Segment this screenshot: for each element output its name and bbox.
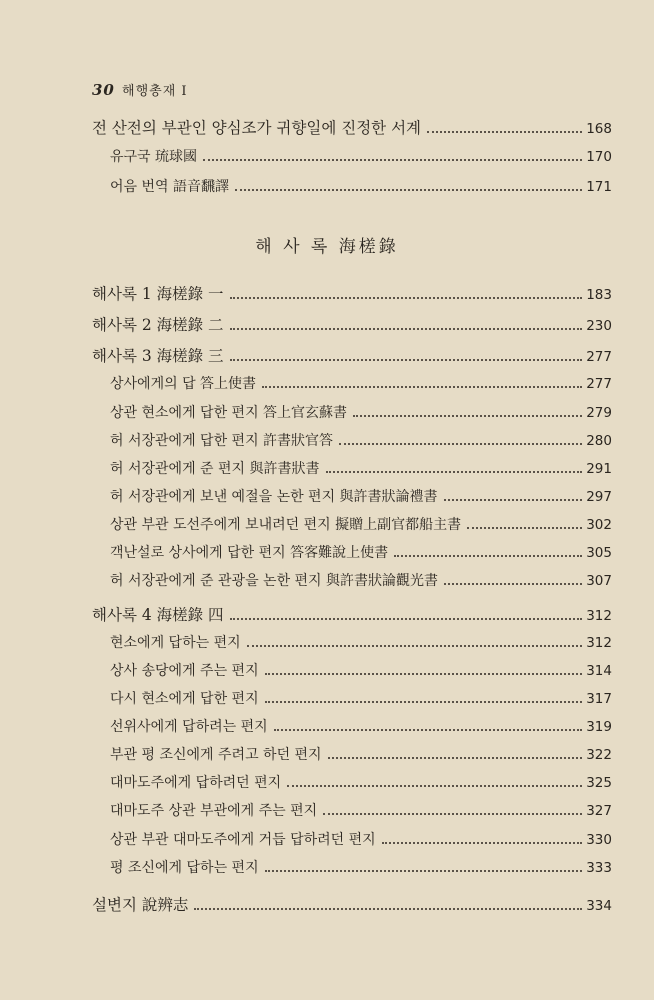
toc-entry-page: 302 — [586, 517, 612, 533]
toc-entry — [110, 486, 612, 506]
toc-entry-title: 허 서장관에게 보낸 예절을 논한 편지 與許書狀論禮書 — [110, 489, 438, 505]
toc-entry — [110, 688, 612, 708]
toc-entry-title: 전 산전의 부관인 양심조가 귀향일에 진정한 서계 — [92, 119, 422, 137]
toc-entry — [92, 603, 612, 625]
toc-entry — [110, 632, 612, 652]
toc-entry — [92, 893, 612, 915]
toc-entry-page: 319 — [586, 719, 612, 735]
dot-leader — [339, 439, 582, 445]
toc-entry-title: 해사록 4 海槎錄 四 — [92, 606, 224, 624]
toc-entry — [110, 716, 612, 736]
toc-entry-page: 325 — [586, 775, 612, 791]
toc-entry-title: 선위사에게 답하려는 편지 — [110, 719, 268, 735]
toc-entry-page: 168 — [586, 121, 612, 137]
toc-entry-page: 183 — [586, 287, 612, 303]
toc-entry-title: 유구국 琉球國 — [110, 149, 198, 165]
toc-entry-title: 해사록 2 海槎錄 二 — [92, 316, 224, 334]
toc-entry-title: 평 조신에게 답하는 편지 — [110, 860, 259, 876]
toc-entry-page: 305 — [586, 545, 612, 561]
dot-leader — [265, 697, 583, 703]
toc-entry — [110, 373, 612, 393]
toc-entry-title: 대마도주 상관 부관에게 주는 편지 — [110, 803, 318, 819]
dot-leader — [328, 753, 583, 759]
toc-entry-page: 314 — [586, 663, 612, 679]
toc-entry-page: 334 — [586, 898, 612, 914]
dot-leader — [274, 725, 583, 731]
toc-entry — [110, 744, 612, 764]
dot-leader — [444, 495, 583, 501]
toc-entry-page: 330 — [586, 832, 612, 848]
toc-entry-title: 설변지 說辨志 — [92, 896, 189, 914]
dot-leader — [230, 614, 583, 620]
dot-leader — [265, 669, 583, 675]
running-header — [92, 80, 188, 99]
toc-entry — [110, 660, 612, 680]
dot-leader — [353, 411, 582, 417]
toc-entry-title: 상사에게의 답 答上使書 — [110, 376, 257, 392]
dot-leader — [230, 324, 583, 330]
toc-entry — [92, 116, 612, 138]
toc-entry — [110, 458, 612, 478]
toc-entry-page: 277 — [586, 349, 612, 365]
toc-entry — [110, 176, 612, 196]
toc-entry-page: 280 — [586, 433, 612, 449]
toc-entry-page: 322 — [586, 747, 612, 763]
dot-leader — [427, 127, 582, 133]
toc-entry-page: 230 — [586, 318, 612, 334]
toc-entry-title: 객난설로 상사에게 답한 편지 答客難說上使書 — [110, 545, 389, 561]
toc-entry-title: 허 서장관에게 준 편지 與許書狀書 — [110, 461, 320, 477]
toc-entry-title: 해사록 3 海槎錄 三 — [92, 347, 224, 365]
toc-entry-title: 어음 번역 語音飜譯 — [110, 179, 229, 195]
toc-entry-page: 312 — [586, 635, 612, 651]
toc-entry — [110, 542, 612, 562]
dot-leader — [326, 467, 583, 473]
dot-leader — [467, 523, 582, 529]
toc-entry-title: 허 서장관에게 답한 편지 許書狀官答 — [110, 433, 334, 449]
dot-leader — [194, 904, 582, 910]
dot-leader — [262, 382, 582, 388]
dot-leader — [265, 866, 583, 872]
toc-entry — [92, 313, 612, 335]
toc-entry-page: 170 — [586, 149, 612, 165]
toc-entry — [110, 146, 612, 166]
dot-leader — [382, 838, 583, 844]
toc-entry-page: 279 — [586, 405, 612, 421]
toc-entry-page: 312 — [586, 608, 612, 624]
toc-entry — [110, 857, 612, 877]
toc-entry-title: 대마도주에게 답하려던 편지 — [110, 775, 282, 791]
toc-entry-title: 상사 송당에게 주는 편지 — [110, 663, 259, 679]
header-series-title: 해행총재 I — [122, 84, 188, 99]
toc-entry-page: 291 — [586, 461, 612, 477]
toc-entry-title: 부관 평 조신에게 주려고 하던 편지 — [110, 747, 322, 763]
toc-entry-page: 277 — [586, 376, 612, 392]
toc-entry — [92, 282, 612, 304]
toc-entry-page: 307 — [586, 573, 612, 589]
dot-leader — [394, 551, 582, 557]
toc-entry-title: 다시 현소에게 답한 편지 — [110, 691, 259, 707]
dot-leader — [444, 579, 582, 585]
dot-leader — [247, 641, 583, 647]
dot-leader — [230, 355, 583, 361]
section-title: 해 사 록 海槎錄 — [255, 237, 399, 257]
toc-entry — [92, 344, 612, 366]
toc-entry-page: 297 — [586, 489, 612, 505]
dot-leader — [230, 293, 583, 299]
toc-entry — [110, 514, 612, 534]
dot-leader — [323, 809, 582, 815]
toc-entry — [110, 800, 612, 820]
toc-entry — [110, 430, 612, 450]
dot-leader — [287, 781, 582, 787]
toc-entry-page: 327 — [586, 803, 612, 819]
toc-entry-page: 333 — [586, 860, 612, 876]
dot-leader — [203, 155, 582, 161]
header-page-number: 30 — [92, 81, 115, 99]
toc-entry-title: 상관 부관 도선주에게 보내려던 편지 擬贈上副官都船主書 — [110, 517, 462, 533]
toc-entry — [110, 829, 612, 849]
toc-entry-title: 상관 부관 대마도주에게 거듭 답하려던 편지 — [110, 832, 376, 848]
toc-entry-page: 171 — [586, 179, 612, 195]
toc-entry — [110, 402, 612, 422]
toc-entry-title: 현소에게 답하는 편지 — [110, 635, 241, 651]
toc-entry-title: 해사록 1 海槎錄 一 — [92, 285, 224, 303]
toc-entry-page: 317 — [586, 691, 612, 707]
toc-entry-title: 허 서장관에게 준 관광을 논한 편지 與許書狀論觀光書 — [110, 573, 439, 589]
dot-leader — [235, 185, 582, 191]
toc-entry — [110, 772, 612, 792]
toc-entry-title: 상관 현소에게 답한 편지 答上官玄蘇書 — [110, 405, 348, 421]
toc-entry — [110, 570, 612, 590]
